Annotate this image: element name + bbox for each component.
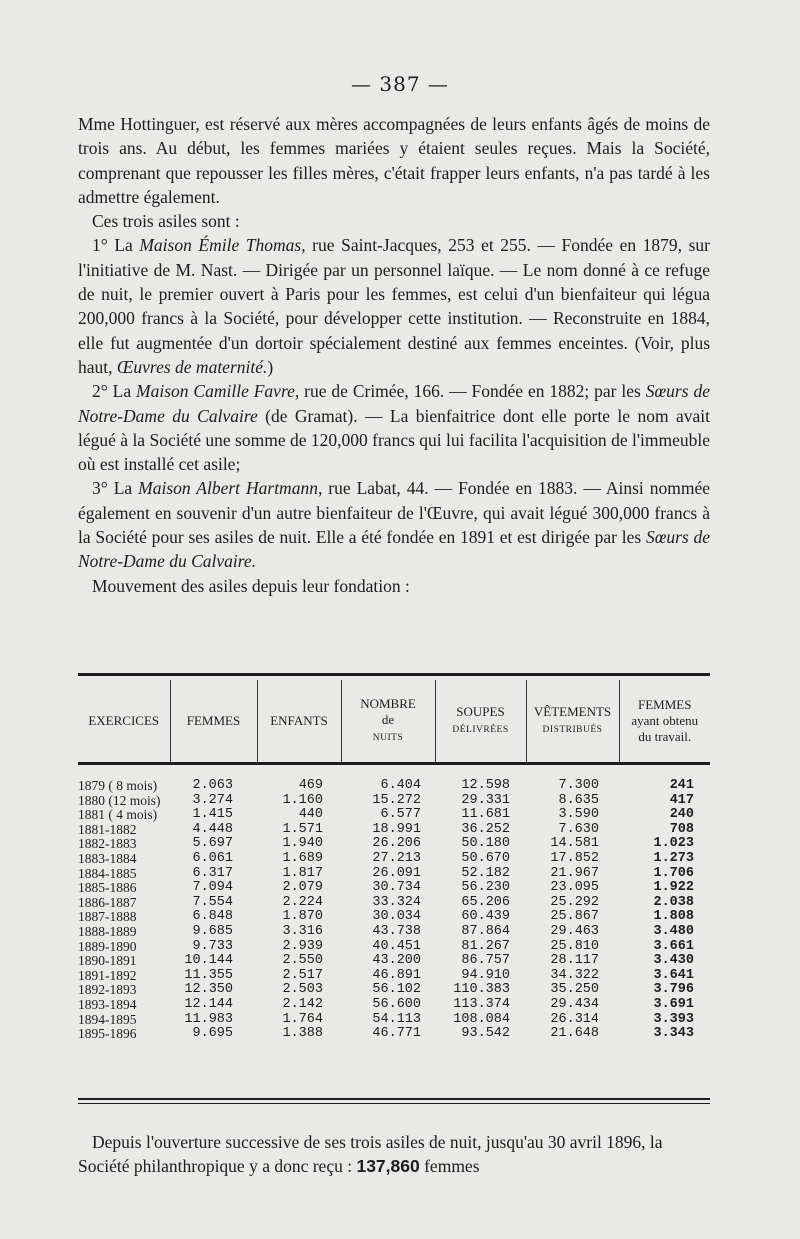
header-nuits-a: NOMBRE [360, 696, 416, 711]
cell-femmes: 6.061 [192, 850, 233, 866]
table-row [78, 764, 710, 794]
table-row [78, 954, 710, 969]
cell-exercice: 1886-1887 [78, 894, 137, 910]
cell-femmes: 11.355 [184, 967, 233, 983]
cell-travail: 3.343 [653, 1026, 694, 1042]
item-text-end: ) [267, 356, 274, 377]
cell-travail: 3.796 [653, 982, 694, 998]
cell-travail: 240 [669, 807, 694, 823]
header-trav-a: FEMMES [638, 697, 692, 712]
cell-vetements: 7.630 [558, 821, 599, 837]
cell-vetements: 8.635 [558, 792, 599, 808]
header-vet-a: VÊTEMENTS [533, 704, 612, 719]
cell-femmes: 3.274 [192, 792, 233, 808]
cell-travail: 1.922 [653, 880, 694, 896]
table-row [78, 794, 710, 809]
cell-vetements: 21.967 [550, 865, 599, 881]
cell-vetements: 34.322 [550, 967, 599, 983]
header-nuits [341, 680, 435, 764]
cell-travail: 417 [669, 792, 694, 808]
cell-enfants: 1.817 [282, 865, 323, 881]
cell-nuits: 15.272 [372, 792, 421, 808]
item-name: Maison Émile Thomas, [139, 235, 306, 256]
cell-travail: 3.393 [653, 1011, 694, 1027]
table-row [78, 940, 710, 955]
cell-femmes: 12.144 [184, 996, 233, 1012]
cell-vetements: 29.434 [550, 996, 599, 1012]
cell-vetements: 7.300 [558, 778, 599, 793]
cell-femmes: 7.554 [192, 894, 233, 910]
cell-enfants: 2.517 [282, 967, 323, 983]
table-header [78, 680, 710, 764]
cell-enfants: 1.388 [282, 1026, 323, 1042]
item-number: 2° La [92, 381, 137, 402]
cell-exercice: 1879 ( 8 mois) [78, 778, 158, 793]
cell-soupes: 108.084 [453, 1011, 510, 1027]
table-row [78, 1013, 710, 1028]
cell-femmes: 6.848 [192, 909, 233, 925]
cell-exercice: 1894-1895 [78, 1011, 137, 1027]
table-row [78, 1027, 710, 1042]
cell-vetements: 21.648 [550, 1026, 599, 1042]
table-row [78, 998, 710, 1013]
header-trav-c: du travail. [638, 729, 692, 744]
cell-enfants: 2.079 [282, 880, 323, 896]
item-maison-hartmann [78, 476, 710, 573]
header-vetements [526, 680, 619, 764]
table-top-rule [78, 673, 710, 676]
cell-vetements: 25.867 [550, 909, 599, 925]
cell-enfants: 3.316 [282, 923, 323, 939]
cell-soupes: 50.670 [461, 850, 510, 866]
cell-travail: 3.691 [653, 996, 694, 1012]
cell-femmes: 10.144 [184, 953, 233, 969]
cell-enfants: 2.224 [282, 894, 323, 910]
cell-nuits: 6.577 [380, 807, 421, 823]
cell-nuits: 33.324 [372, 894, 421, 910]
cell-nuits: 26.091 [372, 865, 421, 881]
header-femmes: FEMMES [170, 680, 257, 764]
cell-enfants: 1.571 [282, 821, 323, 837]
table-row [78, 808, 710, 823]
cell-femmes: 9.695 [192, 1026, 233, 1042]
cell-enfants: 1.940 [282, 836, 323, 852]
cell-nuits: 54.113 [372, 1011, 421, 1027]
paragraph-intro: Mme Hottinguer, est réservé aux mères accompagnées de leurs enfants âgés de moins de trois ans. Au début, les femmes mariées y étaient seules reçues. Mais la Société, comprenant que repousser les filles mères, c'était frapper leurs enfants, n'a pas tardé à les admettre également. [78, 114, 710, 207]
footer-text-b: femmes [419, 1156, 480, 1176]
cell-femmes: 9.733 [192, 938, 233, 954]
cell-exercice: 1881-1882 [78, 821, 137, 837]
cell-soupes: 29.331 [461, 792, 510, 808]
item-text: rue Labat, 44. — Fondée en 1883. — Ainsi nommée également en souvenir d'un autre bienfaiteur de l'Œuvre, qui avait légué 300,000 francs à la Société pour ses asiles de nuit. Elle a été fondée en 1891 et est dirigée par les [78, 478, 711, 548]
cell-vetements: 14.581 [550, 836, 599, 852]
cell-vetements: 25.810 [550, 938, 599, 954]
table-row [78, 896, 710, 911]
header-trav-b: ayant obtenu [631, 713, 699, 728]
body-text [78, 112, 710, 598]
cell-soupes: 52.182 [461, 865, 510, 881]
header-nuits-c: NUITS [372, 733, 404, 743]
header-enfants: ENFANTS [257, 680, 341, 764]
cell-exercice: 1882-1883 [78, 836, 137, 852]
cell-travail: 3.641 [653, 967, 694, 983]
item-text: rue de Crimée, 166. — Fondée en 1882; par les [299, 381, 646, 402]
item-reference: Œuvres de maternité. [116, 356, 268, 377]
cell-vetements: 26.314 [550, 1011, 599, 1027]
cell-vetements: 35.250 [550, 982, 599, 998]
cell-vetements: 23.095 [550, 880, 599, 896]
cell-soupes: 60.439 [461, 909, 510, 925]
cell-exercice: 1893-1894 [78, 996, 137, 1012]
cell-femmes: 7.094 [192, 880, 233, 896]
table-row [78, 823, 710, 838]
cell-vetements: 25.292 [550, 894, 599, 910]
cell-nuits: 30.734 [372, 880, 421, 896]
cell-exercice: 1887-1888 [78, 909, 137, 925]
cell-travail: 1.706 [653, 865, 694, 881]
cell-exercice: 1890-1891 [78, 953, 137, 969]
item-number: 1° La [92, 235, 140, 256]
cell-soupes: 87.864 [461, 923, 510, 939]
footer-text [78, 1130, 718, 1178]
cell-exercice: 1881 ( 4 mois) [78, 807, 158, 823]
cell-femmes: 4.448 [192, 821, 233, 837]
table-row [78, 969, 710, 984]
cell-travail: 241 [669, 778, 694, 793]
cell-enfants: 2.142 [282, 996, 323, 1012]
cell-soupes: 11.681 [461, 807, 510, 823]
cell-femmes: 5.697 [192, 836, 233, 852]
cell-nuits: 27.213 [372, 850, 421, 866]
cell-soupes: 12.598 [461, 778, 510, 793]
cell-enfants: 1.764 [282, 1011, 323, 1027]
cell-nuits: 43.738 [372, 923, 421, 939]
cell-soupes: 113.374 [453, 996, 510, 1012]
cell-vetements: 29.463 [550, 923, 599, 939]
header-vet-b: DISTRIBUÉS [542, 725, 603, 735]
cell-femmes: 12.350 [184, 982, 233, 998]
header-nuits-b: de [381, 712, 395, 727]
footer-text-a: Depuis l'ouverture successive de ses trois asiles de nuit, jusqu'au 30 avril 1896, la Société philanthropique y a donc reçu : [78, 1132, 663, 1176]
cell-vetements: 3.590 [558, 807, 599, 823]
cell-femmes: 1.415 [192, 807, 233, 823]
cell-enfants: 1.870 [282, 909, 323, 925]
statistics-table [78, 680, 710, 1042]
cell-nuits: 30.034 [372, 909, 421, 925]
cell-femmes: 2.063 [192, 778, 233, 793]
page-number: — 387 — [351, 72, 449, 96]
footer-paragraph [78, 1130, 718, 1178]
table-row [78, 852, 710, 867]
table-row [78, 837, 710, 852]
cell-travail: 3.661 [653, 938, 694, 954]
cell-soupes: 36.252 [461, 821, 510, 837]
item-text: rue Saint-Jacques, 253 et 255. — Fondée en 1879, sur l'initiative de M. Nast. — Dirigée par un personnel laïque. — Le nom donné à ce refuge de nuit, le premier ouvert à Paris pour les femmes, est celui d'un bienfaiteur qui légua 200,000 francs à la Société, pour développer cette institution. — Reconstruite en 1884, elle fut augmentée d'un dortoir spécialement destiné aux femmes enceintes. (Voir, plus haut, [78, 235, 711, 377]
cell-travail: 1.808 [653, 909, 694, 925]
cell-soupes: 81.267 [461, 938, 510, 954]
item-name: Maison Albert Hartmann, [138, 478, 323, 499]
statistics-table-wrap [78, 680, 710, 1042]
cell-exercice: 1891-1892 [78, 967, 137, 983]
cell-nuits: 46.891 [372, 967, 421, 983]
table-row [78, 925, 710, 940]
item-maison-thomas [78, 233, 710, 379]
cell-enfants: 469 [298, 778, 323, 793]
cell-enfants: 2.503 [282, 982, 323, 998]
cell-soupes: 65.206 [461, 894, 510, 910]
cell-enfants: 440 [298, 807, 323, 823]
cell-femmes: 6.317 [192, 865, 233, 881]
header-soupes-a: SOUPES [456, 704, 505, 719]
item-text-end: (de Gramat). — La bienfaitrice dont elle porte le nom avait légué à la Société une somme de 120,000 francs qui lui facilita l'acquisition de l'immeuble où est installé cet asile; [78, 405, 710, 475]
item-reference: Sœurs de Notre-Dame du Calvaire [78, 381, 710, 426]
cell-exercice: 1892-1893 [78, 982, 137, 998]
cell-soupes: 93.542 [461, 1026, 510, 1042]
item-number: 3° La [92, 478, 139, 499]
cell-vetements: 28.117 [550, 953, 599, 969]
cell-exercice: 1895-1896 [78, 1026, 137, 1042]
cell-exercice: 1883-1884 [78, 850, 137, 866]
cell-travail: 3.480 [653, 923, 694, 939]
table-intro: Mouvement des asiles depuis leur fondation : [92, 575, 410, 596]
cell-exercice: 1885-1886 [78, 880, 137, 896]
footer-total: 137,860 [356, 1156, 420, 1176]
cell-travail: 1.273 [653, 850, 694, 866]
cell-enfants: 1.689 [282, 850, 323, 866]
table-body [78, 764, 710, 1042]
item-reference: Sœurs de Notre-Dame du Calvaire. [78, 527, 711, 572]
cell-enfants: 2.939 [282, 938, 323, 954]
cell-exercice: 1889-1890 [78, 938, 137, 954]
cell-femmes: 9.685 [192, 923, 233, 939]
cell-soupes: 56.230 [461, 880, 510, 896]
cell-travail: 1.023 [653, 836, 694, 852]
cell-nuits: 26.206 [372, 836, 421, 852]
cell-enfants: 1.160 [282, 792, 323, 808]
cell-nuits: 40.451 [372, 938, 421, 954]
cell-nuits: 18.991 [372, 821, 421, 837]
cell-vetements: 17.852 [550, 850, 599, 866]
table-row [78, 881, 710, 896]
header-travail [619, 680, 710, 764]
table-row [78, 910, 710, 925]
cell-travail: 3.430 [653, 953, 694, 969]
cell-soupes: 50.180 [461, 836, 510, 852]
item-name: Maison Camille Favre, [136, 381, 300, 402]
cell-exercice: 1888-1889 [78, 923, 137, 939]
table-bottom-rule [78, 1098, 710, 1100]
cell-nuits: 56.102 [372, 982, 421, 998]
cell-nuits: 6.404 [380, 778, 421, 793]
header-soupes [435, 680, 526, 764]
table-bottom-rule-thin [78, 1103, 710, 1104]
cell-travail: 708 [669, 821, 694, 837]
table-row [78, 867, 710, 882]
paragraph-asiles: Ces trois asiles sont : [92, 211, 240, 232]
cell-exercice: 1880 (12 mois) [78, 792, 161, 808]
header-soupes-b: DÉLIVRÉES [452, 725, 509, 735]
cell-soupes: 94.910 [461, 967, 510, 983]
header-exercices: EXERCICES [88, 713, 160, 728]
cell-travail: 2.038 [653, 894, 694, 910]
cell-nuits: 46.771 [372, 1026, 421, 1042]
cell-enfants: 2.550 [282, 953, 323, 969]
cell-exercice: 1884-1885 [78, 865, 137, 881]
cell-soupes: 86.757 [461, 953, 510, 969]
cell-nuits: 56.600 [372, 996, 421, 1012]
item-maison-favre [78, 379, 710, 476]
cell-femmes: 11.983 [184, 1011, 233, 1027]
cell-soupes: 110.383 [453, 982, 510, 998]
cell-nuits: 43.200 [372, 953, 421, 969]
table-row [78, 983, 710, 998]
